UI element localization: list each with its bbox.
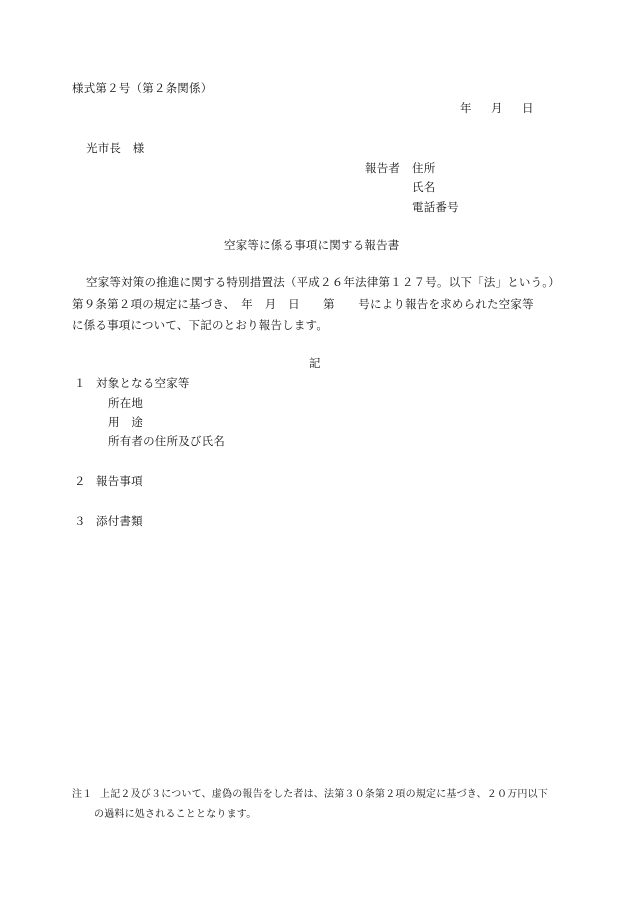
date-line: 年 月 日 — [460, 101, 538, 115]
item-1-sub-location: 所在地 — [108, 396, 144, 410]
body-line-2: 第９条第２項の規定に基づき、 年 月 日 第 号により報告を求められた空家等 — [72, 297, 534, 311]
item-1-label: 対象となる空家等 — [96, 376, 190, 390]
item-2-number: ２ — [74, 474, 86, 488]
addressee: 光市長 様 — [86, 141, 145, 155]
reporter-label: 報告者 — [365, 161, 401, 175]
ki-heading: 記 — [309, 356, 321, 370]
item-2-label: 報告事項 — [96, 474, 143, 488]
item-1-sub-owner: 所有者の住所及び氏名 — [108, 434, 225, 448]
item-3-number: ３ — [74, 514, 86, 528]
note-line-2: の過料に処されることとなります。 — [94, 809, 257, 820]
document-title: 空家等に係る事項に関する報告書 — [224, 238, 400, 252]
item-1-number: １ — [74, 376, 86, 390]
note-label: 注１ — [72, 789, 93, 800]
body-line-3: に係る事項について、下記のとおり報告します。 — [72, 318, 329, 332]
body-line-1: 空家等対策の推進に関する特別措置法（平成２６年法律第１２７号。以下「法」という。） — [86, 275, 560, 289]
reporter-address-label: 住所 — [412, 161, 436, 175]
item-3-label: 添付書類 — [96, 514, 143, 528]
reporter-name-label: 氏名 — [412, 180, 436, 194]
reporter-phone-label: 電話番号 — [412, 200, 459, 214]
note-line-1: 上記２及び３について、虚偽の報告をした者は、法第３０条第２項の規定に基づき、２０万円以下 — [100, 789, 548, 800]
item-1-sub-use: 用 途 — [108, 415, 144, 429]
form-number: 様式第２号（第２条関係） — [72, 81, 213, 95]
